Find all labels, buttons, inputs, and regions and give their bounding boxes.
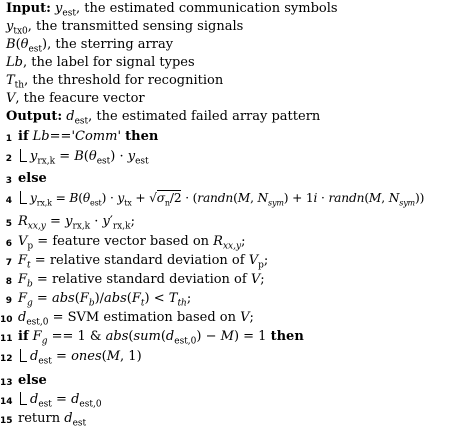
line-number: 13 xyxy=(0,378,13,388)
line-number: 12 xyxy=(0,354,13,364)
line-number: 15 xyxy=(0,416,13,426)
line-number: 1 xyxy=(5,134,12,144)
input-keyword: Input: xyxy=(6,1,51,16)
line-number: 10 xyxy=(0,315,13,325)
output-keyword: Output: xyxy=(6,109,63,124)
line-number: 8 xyxy=(5,277,12,287)
line-number: 5 xyxy=(5,219,12,229)
algorithm-block: Input: $y_{est}$, the estimated communication symbols $y_{tx0}$, the transmitted sensing signals $B(\theta_{est})$, the sterring array Lb, the label for signal types $T_{th}$, the threshold for recognition V, the feacure vector Output: $d_{est}$, the estimated failed array pattern 1 if Lb=='Comm' then 2 $y_{rx,k} = B(\theta_{est}) \cdot y_{est}$ 3 else 4 $y_{rx,k} = B(\theta_{est}) \cdot y_{tx} + √\sigma_n/2$ · (randn(M, $N_{sym}) + 1i$ · randn(M, $N_{sym}$)) 5 $R_{xx,y} = y_{rx,k} \cdot y'_{rx,k}$; 6 $V_p$ = feature vector based on $R_{xx,y}$; 7 $F_t$ = relative standard deviation of $V_p$; 8 $F_b$ = relative standard deviation of V; 9 $F_g = abs(F_b)/abs(F_t) < T_{th}$; 10 $d_{est,0}$ = SVM estimation based on V; 11 if $F_g == 1$ & $abs(sum(d_{est,0}) - M) = 1$ then 12 $d_{est}$ = ones(M, 1) 13 else 14 $d_{est} = d_{est,0}$ 15 return $d_{est}$ xyxy=(0,1,425,429)
block-bar xyxy=(20,149,27,162)
block-bar xyxy=(20,349,27,362)
line-number: 9 xyxy=(5,296,12,306)
line-number: 11 xyxy=(0,334,13,344)
line-number: 6 xyxy=(5,239,12,249)
line-number: 3 xyxy=(5,176,12,186)
block-bar xyxy=(20,191,27,204)
block-bar xyxy=(20,392,27,405)
line-number: 7 xyxy=(5,258,12,268)
line-number: 14 xyxy=(0,397,13,407)
line-number: 2 xyxy=(5,154,12,164)
line-number: 4 xyxy=(5,196,12,206)
